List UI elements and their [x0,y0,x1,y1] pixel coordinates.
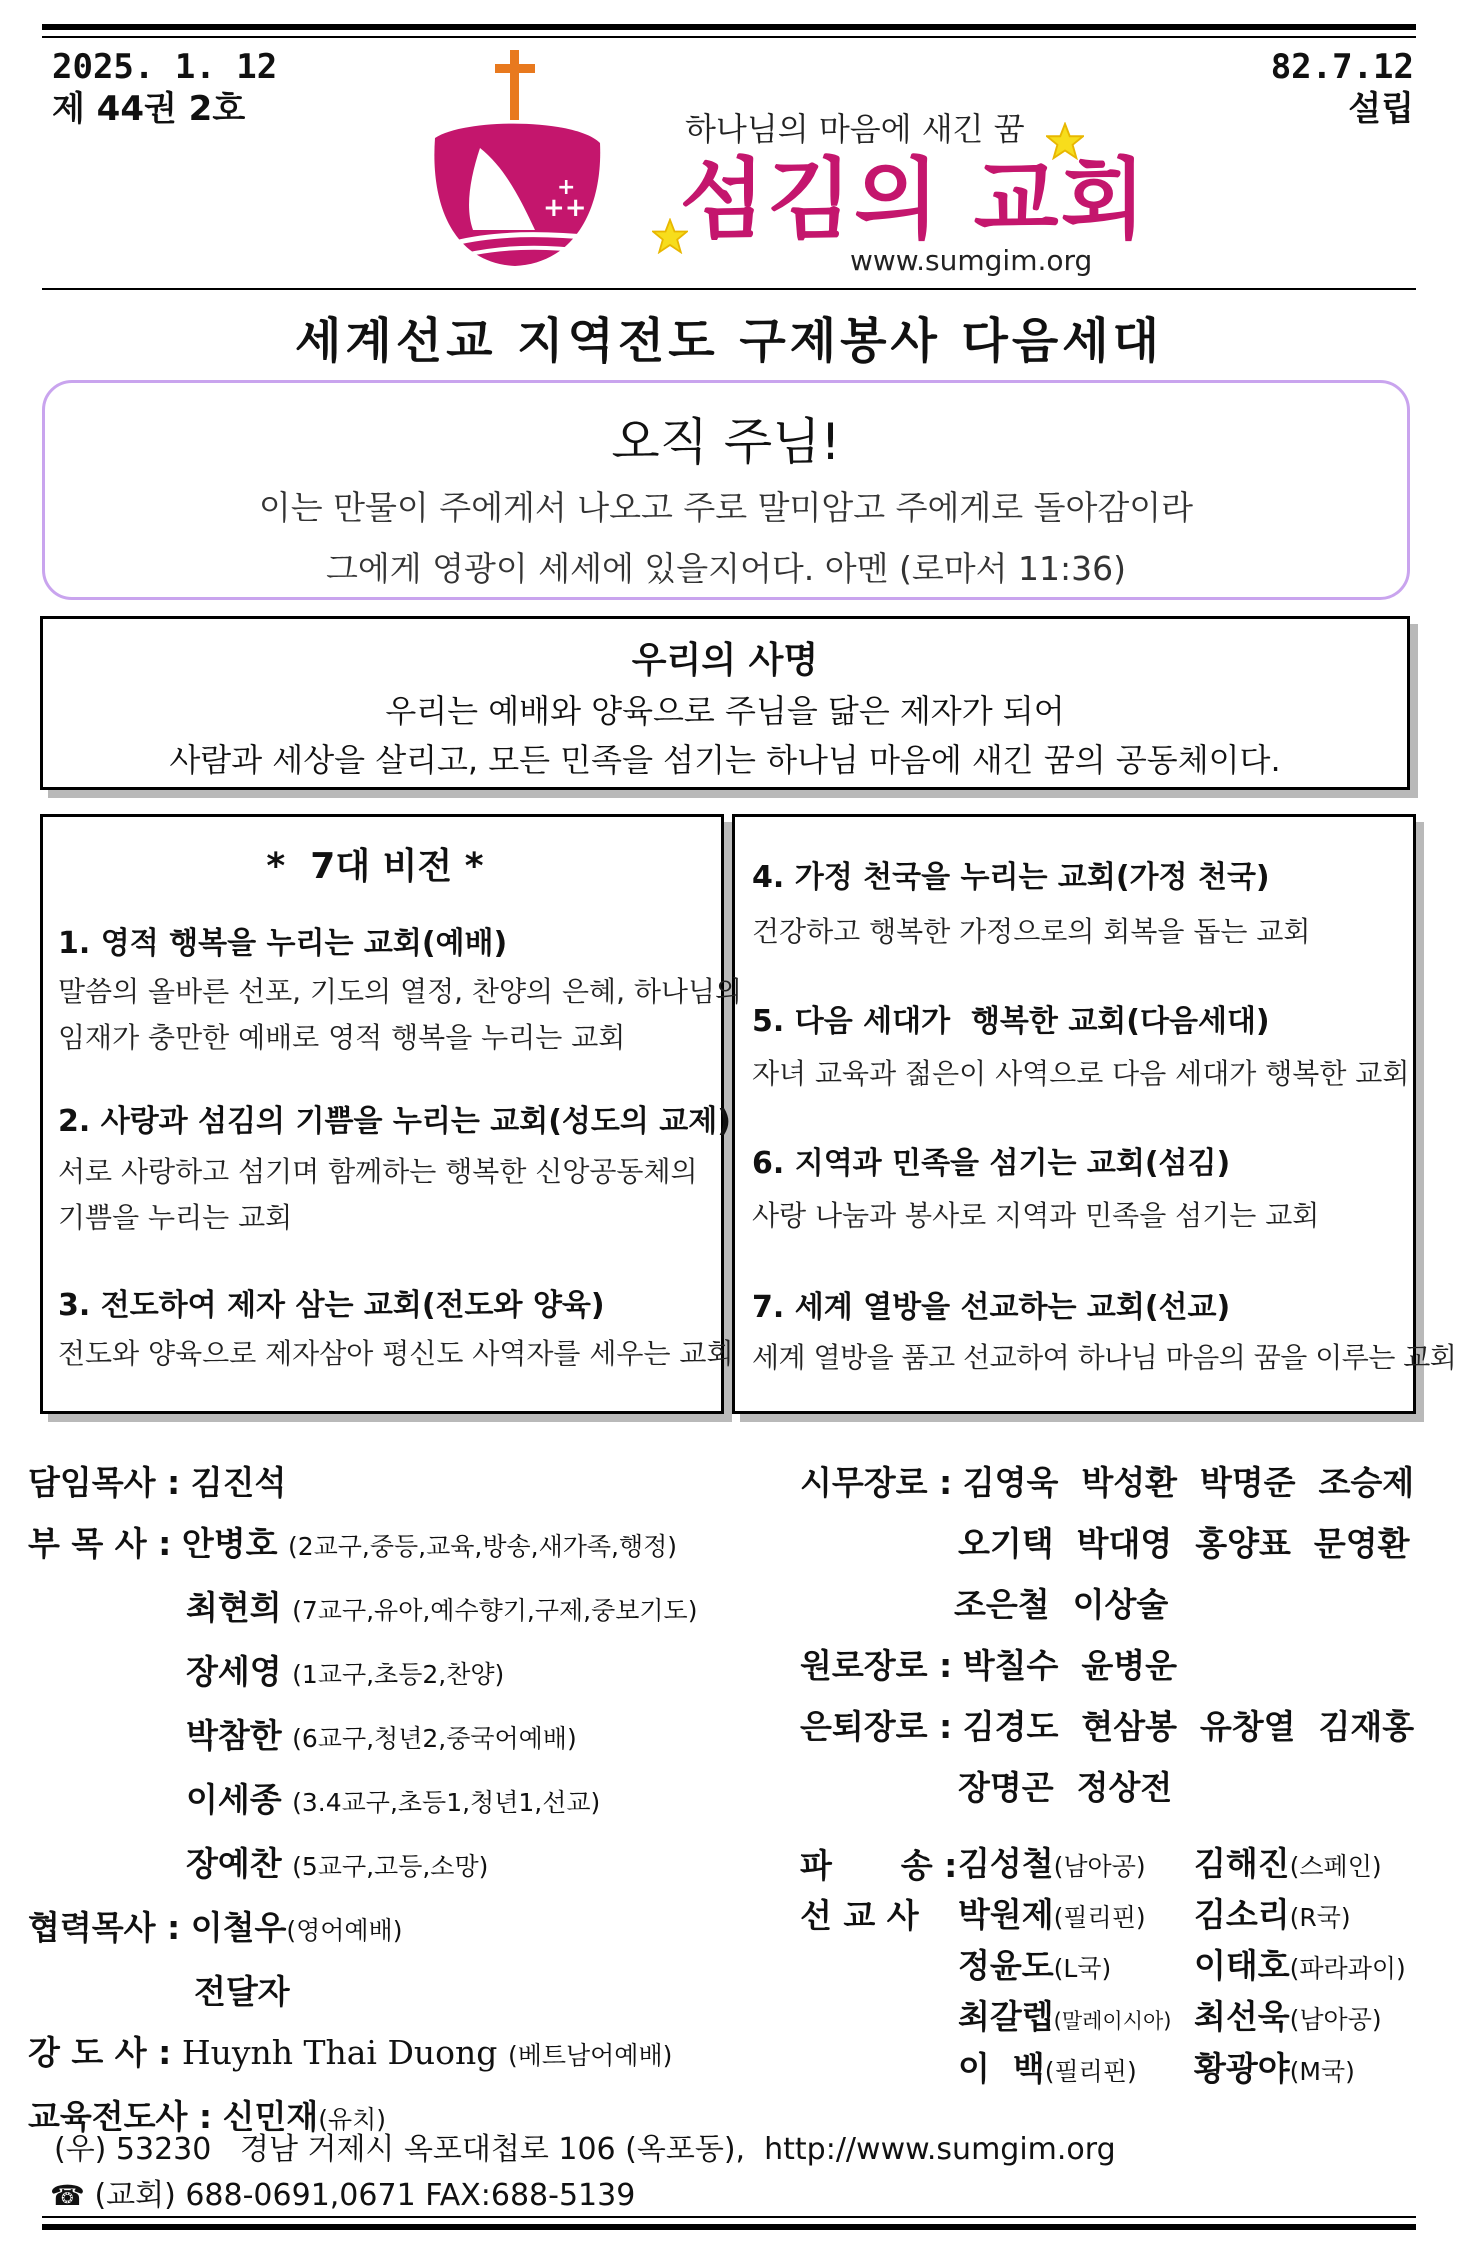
top-rule-thick [42,24,1416,30]
emeritus-row-2 [800,1757,1440,1818]
bottom-rule-thick [42,2224,1416,2230]
missionary-name-6: 이태호 [1194,1946,1290,1985]
emeritus-label: 은퇴장로 : [800,1707,953,1746]
missionary-row-4 [958,1993,1448,2045]
vision-heading-4: 4. 가정 천국을 누리는 교회(가정 천국) [752,860,1270,895]
emeritus-line-2: 장명곤 정상전 [958,1768,1173,1807]
emeritus-row-1 [800,1696,1440,1757]
missionary-loc-4: (R국) [1289,1903,1351,1932]
missionary-name-7: 최갈렙 [958,1997,1054,2036]
missionary-name-10: 황광야 [1194,2049,1290,2088]
vision-text-1b: 임재가 충만한 예배로 영적 행복을 누리는 교회 [58,1021,626,1054]
missionary-loc-2: (스페인) [1289,1852,1382,1881]
vision-text-6a: 사랑 나눔과 봉사로 지역과 민족을 섬기는 교회 [752,1199,1320,1232]
associate-row-4 [28,1705,768,1769]
edu-evangelist-name: 신민재 [222,2097,319,2136]
associate-row-1 [28,1513,768,1577]
vision-text-2b: 기쁨을 누리는 교회 [58,1201,293,1234]
svg-text:+: + [557,175,576,200]
lecturer-name: Huynh Thai Duong [181,2033,498,2072]
missionary-loc-1: (남아공) [1053,1852,1146,1881]
lecturer-row [28,2022,768,2086]
our-mission-title: 우리의 사명 [631,640,819,681]
active-elders-row-2 [800,1513,1440,1574]
associate-role-3: (1교구,초등2,찬양) [292,1660,505,1689]
partner-row-2 [28,1961,768,2022]
active-elders-line-3: 조은철 이상술 [954,1585,1169,1624]
footer-address: (우) 53230 경남 거제시 옥포대첩로 106 (옥포동), http://www.sumgim.org [54,2132,1116,2167]
vision-text-2a: 서로 사랑하고 섬기며 함께하는 행복한 신앙공동체의 [58,1155,698,1188]
missionary-loc-5: (L국) [1053,1954,1112,1983]
our-mission-line-2: 사람과 세상을 살리고, 모든 민족을 섬기는 하나님 마음에 새긴 꿈의 공동체이다. [169,741,1281,779]
senior-pastor-label: 담임목사 : [28,1463,181,1502]
associate-row-5 [28,1769,768,1833]
edu-evangelist-role: (유치) [318,2105,387,2134]
senior-pastor-row [28,1452,768,1513]
associate-role-6: (5교구,고등,소망) [292,1852,489,1881]
partner-name-1: 이철우 [190,1908,287,1947]
partner-pastor-label: 협력목사 : [28,1908,181,1947]
associate-name-4: 박참한 [186,1716,282,1755]
founded-date: 82.7.12 [1270,47,1414,87]
footer-phone-row [50,2170,635,2214]
missionary-loc-10: (M국) [1289,2057,1355,2086]
associate-role-5: (3.4교구,초등1,청년1,선교) [292,1788,601,1817]
retired-senior-names: 박칠수 윤병운 [962,1646,1177,1685]
missionary-name-1: 김성철 [958,1844,1054,1883]
emeritus-line-1: 김경도 현삼봉 유창열 김재홍 [962,1707,1415,1746]
missionary-row-1 [958,1840,1448,1891]
missionary-name-3: 박원제 [958,1895,1054,1934]
associate-row-2 [28,1577,768,1641]
vision-heading-5: 5. 다음 세대가 행복한 교회(다음세대) [752,1004,1270,1039]
associate-name-2: 최현희 [186,1588,282,1627]
verse-line-2: 그에게 영광이 세세에 있을지어다. 아멘 (로마서 11:36) [326,549,1126,588]
associate-name-1: 안병호 [181,1524,278,1563]
missionary-name-5: 정윤도 [958,1946,1054,1985]
vision-heading-2: 2. 사랑과 섬김의 기쁨을 누리는 교회(성도의 교제) [58,1104,731,1139]
retired-senior-label: 원로장로 : [800,1646,953,1685]
missionary-name-4: 김소리 [1194,1895,1290,1934]
our-mission-line-1: 우리는 예배와 양육으로 주님을 닮은 제자가 되어 [385,692,1065,730]
vision-text-5a: 자녀 교육과 젊은이 사역으로 다음 세대가 행복한 교회 [752,1057,1410,1090]
missionary-row-5 [958,2045,1448,2096]
associate-role-4: (6교구,청년2,중국어예배) [292,1724,577,1753]
verse-line-1: 이는 만물이 주에게서 나오고 주로 말미암고 주에게로 돌아감이라 [258,488,1194,527]
senior-pastor-name: 김진석 [190,1463,287,1502]
header-divider [42,288,1416,290]
associate-row-3 [28,1641,768,1705]
missionary-name-8: 최선욱 [1194,1997,1290,2036]
active-elders-line-1: 김영욱 박성환 박명준 조승제 [962,1463,1415,1502]
partner-name-2: 전달자 [194,1972,290,2011]
vision-text-7a: 세계 열방을 품고 선교하여 하나님 마음의 꿈을 이루는 교회 [752,1341,1457,1374]
phone-icon: ☎ [50,2179,85,2212]
issue-date: 2025. 1. 12 [52,47,278,87]
missionary-name-9: 이 백 [958,2049,1045,2088]
vision-text-4a: 건강하고 행복한 가정으로의 회복을 돕는 교회 [752,915,1311,948]
missionary-row-3 [958,1942,1448,1993]
associate-pastor-label: 부 목 사 : [28,1524,172,1563]
church-name: 섬김의 교회 [680,148,1148,251]
associate-row-6 [28,1833,768,1897]
missionary-name-2: 김해진 [1194,1844,1290,1883]
church-logo-icon [425,48,605,273]
bottom-rule-thin [42,2216,1416,2218]
associate-name-6: 장예찬 [186,1844,282,1883]
active-elders-row-1 [800,1452,1440,1513]
church-website: www.sumgim.org [850,244,1093,277]
missionary-loc-6: (파라과이) [1289,1954,1406,1983]
svg-text:++: ++ [543,193,587,223]
partner-row-1 [28,1897,768,1961]
active-elders-row-3 [800,1574,1440,1635]
issue-volume: 제 44권 2호 [52,89,246,129]
vision-heading-1: 1. 영적 행복을 누리는 교회(예배) [58,926,508,961]
missionary-row-2 [958,1891,1448,1942]
footer-phone: (교회) 688-0691,0671 FAX:688-5139 [94,2178,636,2213]
vision-text-3a: 전도와 양육으로 제자삼아 평신도 사역자를 세우는 교회 [58,1337,734,1370]
retired-senior-row [800,1635,1440,1696]
associate-name-3: 장세영 [186,1652,282,1691]
associate-name-5: 이세종 [186,1780,282,1819]
top-rule-thin [42,36,1416,38]
vision-heading-6: 6. 지역과 민족을 섬기는 교회(섬김) [752,1146,1231,1181]
missionary-grid [958,1840,1448,2096]
staff-right [800,1452,1440,1818]
vision-heading-7: 7. 세계 열방을 선교하는 교회(선교) [752,1290,1231,1325]
associate-role-2: (7교구,유아,예수향기,구제,중보기도) [292,1596,698,1625]
founded-label: 설립 [1348,89,1414,129]
verse-title: 오직 주님! [611,413,841,471]
missionary-loc-3: (필리핀) [1053,1903,1146,1932]
missionary-label-1: 파 송 : [800,1846,958,1885]
vision-text-1a: 말씀의 올바른 선포, 기도의 열정, 찬양의 은혜, 하나님의 [58,975,743,1008]
active-elders-label: 시무장로 : [800,1463,953,1502]
mission-title: 세계선교 지역전도 구제봉사 다음세대 [294,313,1164,369]
missionary-loc-7: (말레이시아) [1053,2009,1172,2033]
partner-role-1: (영어예배) [286,1916,403,1945]
missionary-loc-9: (필리핀) [1044,2057,1137,2086]
active-elders-line-2: 오기택 박대영 홍양표 문영환 [958,1524,1410,1563]
staff-left [28,1452,768,2150]
edu-evangelist-label: 교육전도사 : [28,2097,213,2136]
lecturer-label: 강 도 사 : [28,2033,172,2072]
vision-title: * 7대 비전 * [266,846,484,887]
missionary-loc-8: (남아공) [1289,2005,1382,2034]
associate-role-1: (2교구,중등,교육,방송,새가족,행정) [287,1532,678,1561]
vision-heading-3: 3. 전도하여 제자 삼는 교회(전도와 양육) [58,1288,605,1323]
missionary-label-2: 선 교 사 [800,1896,919,1935]
lecturer-role: (베트남어예배) [507,2041,673,2070]
church-slogan: 하나님의 마음에 새긴 꿈 [685,110,1025,148]
